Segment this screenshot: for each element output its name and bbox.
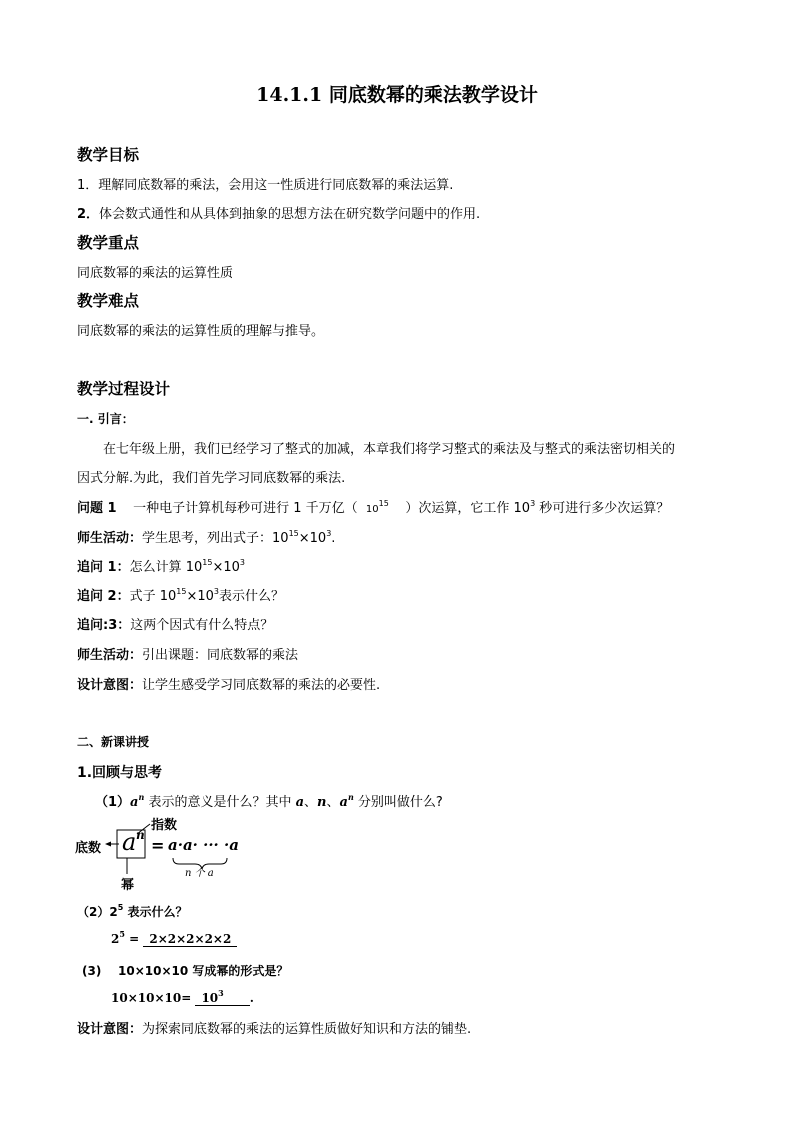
diagram-base: a [122,828,137,856]
section-heading-process: 教学过程设计 [77,380,171,398]
question-1: 问题 1 一种电子计算机每秒可进行 1 千万亿（ $10^{15}$ ）次运算，它工作 $10^3$ 秒可进行多少次运算？ [77,499,670,516]
difficulty-text: 同底数幂的乘法的运算性质的理解与推导。 [77,324,325,339]
intro-line-1: 在七年级上册，我们已经学习了整式的加减，本章我们将学习整式的乘法及与整式的乘法密切相关的 [103,442,676,457]
answer-3: $10\times 10\times 10= 10^3$ . [111,988,254,1005]
question-3: (3) 10×10×10 写成幂的形式是？ [82,964,289,978]
activity-2: 师生活动：引出课题：同底数幂的乘法 [77,648,299,663]
followup-3: 追问:3：这两个因式有什么特点？ [77,618,274,633]
power-diagram [75,812,245,892]
section-heading-new-lesson: 二、新课讲授 [77,735,150,749]
diagram-expansion: a·a· ··· ·a [168,836,239,854]
goal-item-2: 2．体会数式通性和从具体到抽象的思想方法在研究数学问题中的作用. [77,207,481,222]
power-label: 幂 [121,878,135,893]
section-heading-goals: 教学目标 [77,146,140,164]
page-title: 14.1.1 同底数幂的乘法教学设计 [256,84,538,106]
goal-item-1: 1．理解同底数幂的乘法，会用这一性质进行同底数幂的乘法运算. [77,178,454,193]
design-intent-2: 设计意图：为探索同底数幂的乘法的运算性质做好知识和方法的铺垫. [77,1022,472,1037]
intro-line-2: 因式分解.为此，我们首先学习同底数幂的乘法. [77,471,346,486]
review-heading: 1.回顾与思考 [77,765,163,781]
diagram-count: n 个 a [185,868,214,879]
exponent-label: 指数 [151,818,178,833]
section-heading-key: 教学重点 [77,234,140,252]
followup-2: 追问 2：式子 $10^{15}\times 10^3$表示什么？ [77,587,284,604]
intro-label: 一. 引言： [77,412,134,426]
answer-2-5: $2^5 = 2\times 2\times 2\times 2\times 2$ [111,932,237,947]
question-a-n: $(1)a^n$ 表示的意义是什么？其中 a、n、$a^n$ 分别叫做什么? [95,792,443,810]
design-intent-1: 设计意图：让学生感受学习同底数幂的乘法的必要性. [77,678,381,693]
activity-1: 师生活动：学生思考，列出式子：$10^{15}\times 10^3$. [77,529,336,546]
key-point-text: 同底数幂的乘法的运算性质 [77,266,234,281]
base-label: 底数 [75,841,102,856]
section-heading-difficulty: 教学难点 [77,292,140,310]
diagram-equals: = [151,836,165,855]
followup-1: 追问 1：怎么计算 $10^{15}\times 10^3$ [77,558,245,575]
diagram-exponent: n [136,828,145,842]
base-arrow-head [105,842,111,847]
question-2-5: $(2)2^5$ 表示什么？ [77,903,188,919]
